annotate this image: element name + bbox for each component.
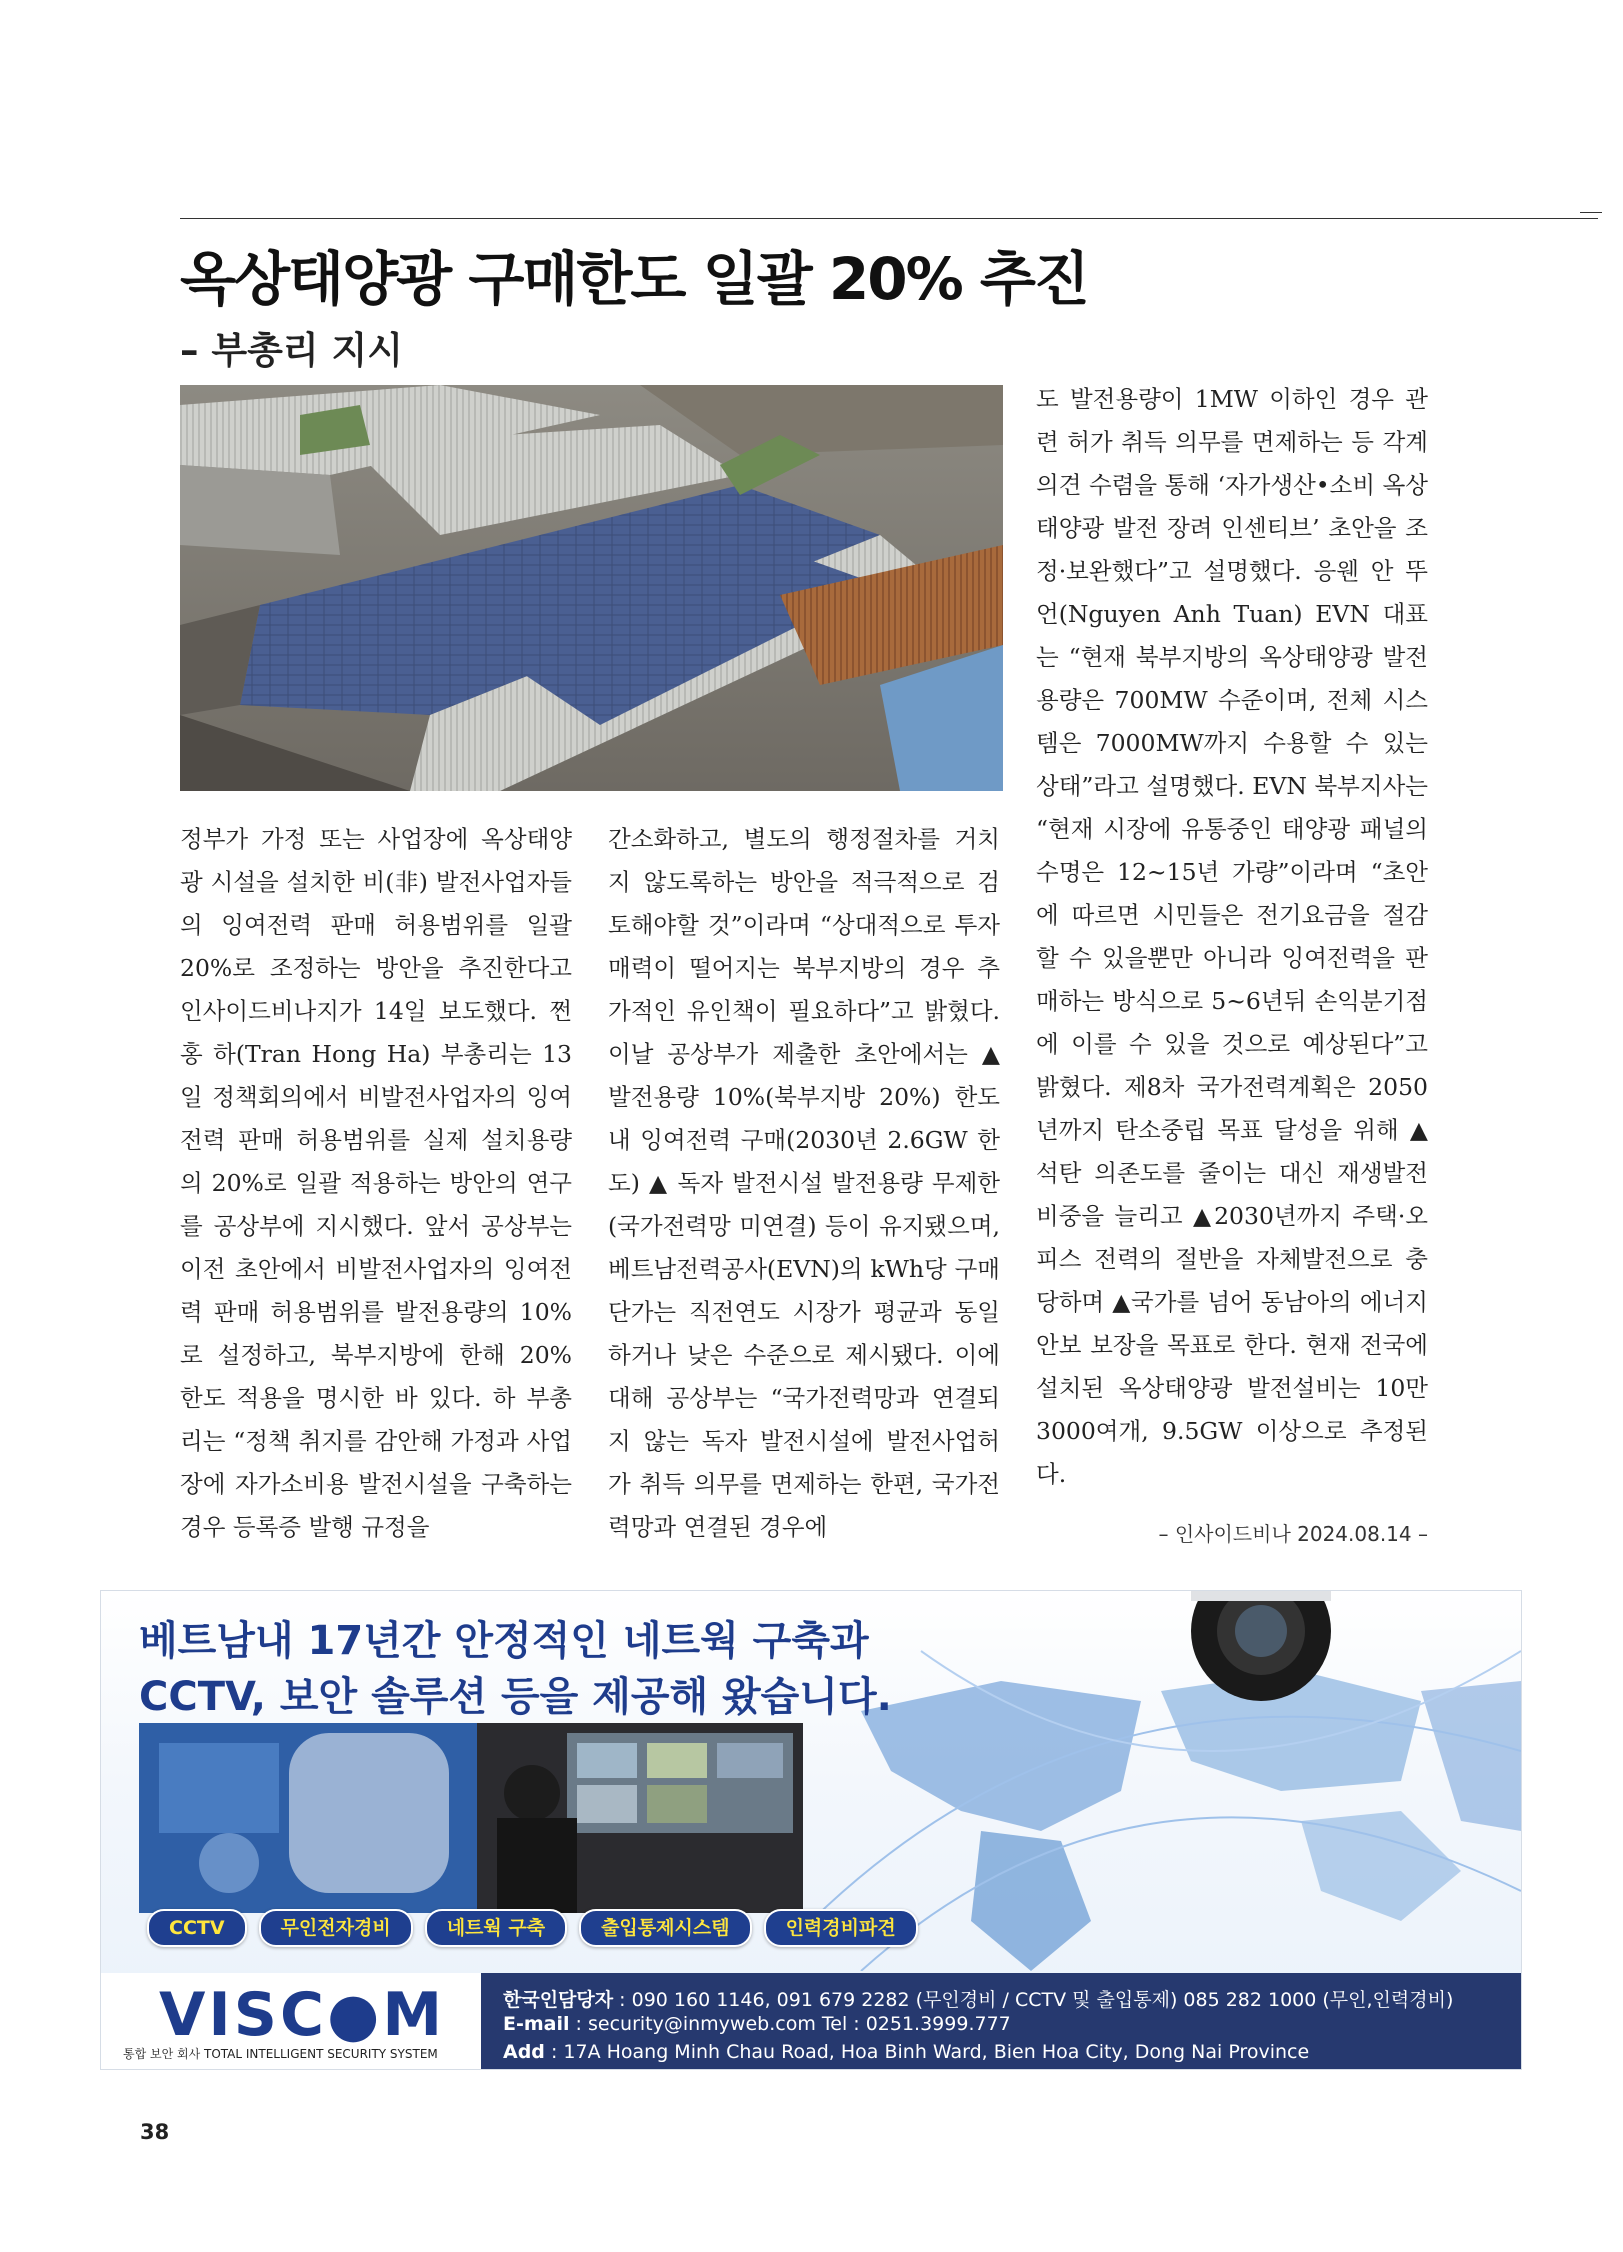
viscom-advertisement[interactable] — [100, 1590, 1522, 2070]
ad-headline-line-2: CCTV, 보안 솔루션 등을 제공해 왔습니다. — [139, 1674, 892, 1720]
service-pill-network[interactable]: 네트웍 구축 — [425, 1909, 567, 1947]
contact-phones: 한국인담당자 : 090 160 1146, 091 679 2282 (무인경비 / CCTV 및 출입통제) 085 282 1000 (무인,인력경비) — [503, 1989, 1454, 2011]
article-source: – 인사이드비나 2024.08.14 – — [1158, 1522, 1428, 1546]
service-pill-guard-dispatch[interactable]: 인력경비파견 — [764, 1909, 918, 1947]
service-pill-access-control[interactable]: 출입통제시스템 — [579, 1909, 751, 1947]
article-column-2: 간소화하고, 별도의 행정절차를 거치지 않도록하는 방안을 적극적으로 검토해야할 것”이라며 “상대적으로 투자매력이 떨어지는 북부지방의 경우 추가적인 유인책이 필요하다”고 밝혔다. 이날 공상부가 제출한 초안에서는 ▲ 발전용량 10%(북부지방 20%) 한도내 잉여전력 구매(2030년 2.6GW 한도) ▲ 독자 발전시설 발전용량 무제한(국가전력망 미연결) 등이 유지됐으며, 베트남전력공사(EVN)의 kWh당 구매단가는 직전연도 시장가 평균과 동일하거나 낮은 수준으로 제시됐다. 이에 대해 공상부는 “국가전력망과 연결되지 않는 독자 발전시설에 발전사업허가 취득 의무를 면제하는 한편, 국가전력망과 연결된 경우에 — [608, 825, 1000, 1541]
service-pill-unmanned-security[interactable]: 무인전자경비 — [259, 1909, 413, 1947]
ad-footer — [101, 1973, 1521, 2069]
article-column-3: 도 발전용량이 1MW 이하인 경우 관련 허가 취득 의무를 면제하는 등 각계 의견 수렴을 통해 ‘자가생산•소비 옥상태양광 발전 장려 인센티브’ 초안을 조정·보완했다”고 설명했다. 응웬 안 뚜언(Nguyen Anh Tuan) EVN 대표는 “현재 북부지방의 옥상태양광 발전용량은 700MW 수준이며, 전체 시스템은 7000MW까지 수용할 수 있는 상태”라고 설명했다. EVN 북부지사는 “현재 시장에 유통중인 태양광 패널의 수명은 12~15년 가량”이라며 “초안에 따르면 시민들은 전기요금을 절감할 수 있을뿐만 아니라 잉여전력을 판매하는 방식으로 5~6년뒤 손익분기점에 이를 수 있을 것으로 예상된다”고 밝혔다. 제8차 국가전력계획은 2050년까지 탄소중립 목표 달성을 위해 ▲석탄 의존도를 줄이는 대신 재생발전 비중을 늘리고 ▲2030년까지 주택·오피스 전력의 절반을 자체발전으로 충당하며 ▲국가를 넘어 동남아의 에너지 안보 보장을 목표로 한다. 현재 전국에 설치된 옥상태양광 발전설비는 10만3000여개, 9.5GW 이상으로 추정된다. — [1036, 385, 1428, 1488]
ad-headline-line-1: 베트남내 17년간 안정적인 네트웍 구축과 — [139, 1618, 869, 1664]
contact-address: Add : 17A Hoang Minh Chau Road, Hoa Binh Ward, Bien Hoa City, Dong Nai Province — [503, 2041, 1310, 2063]
article-column-1: 정부가 가정 또는 사업장에 옥상태양광 시설을 설치한 비(非) 발전사업자들의 잉여전력 판매 허용범위를 일괄 20%로 조정하는 방안을 추진한다고 인사이드비나지가 14일 보도했다. 쩐 홍 하(Tran Hong Ha) 부총리는 13일 정책회의에서 비발전사업자의 잉여전력 판매 허용범위를 실제 설치용량의 20%로 일괄 적용하는 방안의 연구를 공상부에 지시했다. 앞서 공상부는 이전 초안에서 비발전사업자의 잉여전력 판매 허용범위를 발전용량의 10%로 설정하고, 북부지방에 한해 20% 한도 적용을 명시한 바 있다. 하 부총리는 “정책 취지를 감안해 가정과 사업장에 자가소비용 발전시설을 구축하는 경우 등록증 발행 규정을 — [180, 825, 572, 1541]
ad-headline — [139, 1613, 892, 1725]
article-subhead: – 부총리 지시 — [180, 329, 403, 372]
contact-info — [481, 1973, 1521, 2069]
service-pill-row — [147, 1909, 918, 1947]
rooftop-solar-photo — [180, 385, 1003, 791]
top-rule-tick — [1580, 212, 1602, 213]
viscom-logo: VISC●M — [159, 1980, 446, 2050]
page-number: 38 — [140, 2120, 170, 2144]
service-pill-cctv[interactable]: CCTV — [147, 1909, 247, 1947]
article-headline: 옥상태양광 구매한도 일괄 20% 추진 — [180, 245, 1088, 313]
viscom-tagline: 통합 보안 회사 TOTAL INTELLIGENT SECURITY SYSTEM — [123, 2047, 438, 2061]
top-rule — [180, 218, 1598, 219]
security-control-room-photo — [477, 1723, 803, 1913]
viscom-logo-block — [101, 1973, 481, 2069]
contact-email: E-mail : security@inmyweb.com Tel : 0251.3999.777 — [503, 2013, 1011, 2035]
